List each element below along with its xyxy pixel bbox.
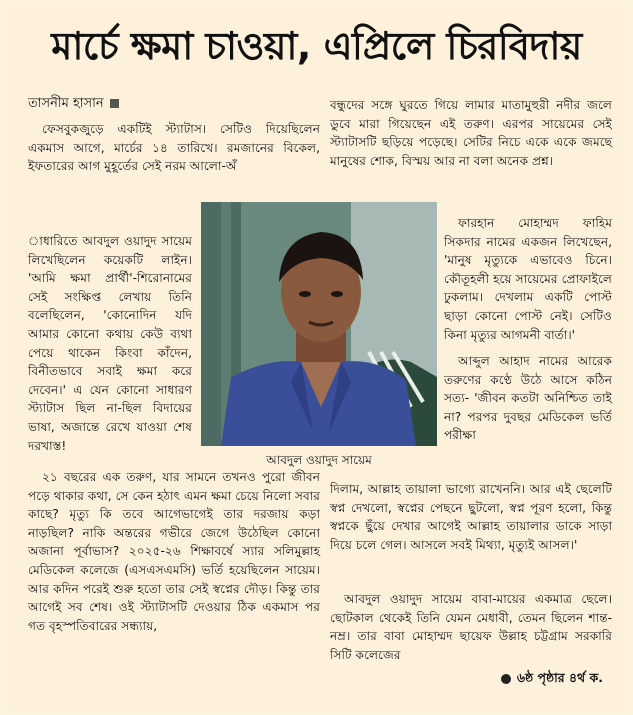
newspaper-clipping	[8, 6, 625, 709]
continuation-text: ৬ষ্ঠ পৃষ্ঠার ৪র্থ ক.	[516, 670, 603, 685]
author-name: তাসনীম হাসান	[28, 96, 104, 111]
right-paragraph-3-cont: দিলাম, আল্লাহ তায়ালা ভাগ্যে রাখেননি। আর এই ছেলেটি স্বপ্ন দেখলো, স্বপ্নের পেছনে ছুটলো, স্বপ্ন পূরণ হলো, কিন্তু স্বপ্নকে ছুঁয়ে দেখার আগেই আল্লাহ তায়ালার ডাকে সাড়া দিয়ে চলে গেল। আসলে সবই মিথ্যা, মৃত্যুই আসল।'	[330, 482, 612, 552]
bullet-icon	[501, 674, 511, 684]
byline	[28, 94, 119, 115]
right-paragraph-2: ফারহান মোহাম্মদ ফাহিম সিকদার নামের একজন লিখেছেন, 'মানুষ মৃত্যুকে এভাবেও চিনে। কৌতূহলী হয়ে সায়েমের প্রোফাইলে ঢুকলাম। দেখলাম একটি পোস্ট ছাড়া কোনো পোস্ট নেই। সেটিও কিনা মৃত্যুর আগমনী বার্তা।'	[444, 216, 612, 342]
headline: মার্চে ক্ষমা চাওয়া, এপ্রিলে চিরবিদায়	[51, 24, 582, 68]
photo-caption: আবদুল ওয়াদুদ সায়েম	[266, 453, 372, 467]
portrait-illustration	[201, 202, 437, 446]
right-paragraph-3: আব্দুল আহাদ নামের আরেক তরুণের কণ্ঠে উঠে আসে কঠিন সত্য- 'জীবন কতটা অনিশ্চিত তাই না? পরপর দুবছর মেডিকেল ভর্তি পরীক্ষা	[444, 354, 612, 443]
right-paragraph-1: বন্ধুদের সঙ্গে ঘুরতে গিয়ে লামার মাতামুহুরী নদীর জলে ডুবে মারা গিয়েছেন এই তরুণ। এরপর সায়েমের সেই স্ট্যাটাসটি ছড়িয়ে পড়েছে। সেটির নিচে একে একে জমছে মানুষের শোক, বিস্ময় আর না বলা অনেক প্রশ্ন।	[330, 98, 612, 168]
left-paragraph-1-cont: াধারিতে আবদুল ওয়াদুদ সায়েম লিখেছিলেন কয়েকটি লাইন। 'আমি ক্ষমা প্রার্থী'-শিরোনামের সেই সংক্ষিপ্ত লেখায় তিনি বলেছিলেন, 'কোনোদিন যদি আমার কোনো কথায় কেউ ব্যথা পেয়ে থাকেন কিংবা কাঁদেন, বিনীতভাবে সবাই ক্ষমা করে দেবেন।' এ যেন কোনো সাধারণ স্ট্যাটাস ছিল না-ছিল বিদায়ের ভাষা, অজান্তে রেখে যাওয়া শেষ দরখাস্ত!	[28, 234, 192, 453]
continuation-note	[501, 670, 603, 690]
left-paragraph-1: ফেসবুকজুড়ে একটিই স্ট্যাটাস। সেটিও দিয়েছিলেন একমাস আগে, মার্চের ১৪ তারিখে। রমজানের বিকেল, ইফতারের আগ মুহূর্তের সেই নরম আলো-অঁ	[28, 122, 320, 174]
byline-square-icon	[110, 99, 119, 108]
right-paragraph-4: আবদুল ওয়াদুদ সায়েম বাবা-মায়ের একমাত্র ছেলে। ছোটকাল থেকেই তিনি যেমন মেধাবী, তেমন ছিলেন শান্ত-নম্র। তার বাবা মোহাম্মদ ছায়েফ উল্লাহ চট্টগ্রাম সরকারি সিটি কলেজের	[330, 592, 612, 662]
left-paragraph-2: ২১ বছরের এক তরুণ, যার সামনে তখনও পুরো জীবন পড়ে থাকার কথা, সে কেন হঠাৎ এমন ক্ষমা চেয়ে নিলো সবার কাছে? মৃত্যু কি তবে আগেভাগেই তার দরজায় কড়া নাড়ছিল? নাকি অন্তরের গভীরে জেগে উঠেছিল কোনো অজানা পূর্বাভাস? ২০২৫-২৬ শিক্ষাবর্ষে স্যার সলিমুল্লাহ মেডিকেল কলেজে (এসএসএমসি) ভর্তি হয়েছিলেন সায়েম। আর কদিন পরেই শুরু হতো তার সেই স্বপ্নের দৌড়। কিন্তু তার আগেই সব শেষ। ওই স্ট্যাটাসটি দেওয়ার ঠিক একমাস পর গত বৃহস্পতিবারের সন্ধ্যায়,	[28, 470, 320, 633]
portrait-photo	[201, 202, 437, 446]
